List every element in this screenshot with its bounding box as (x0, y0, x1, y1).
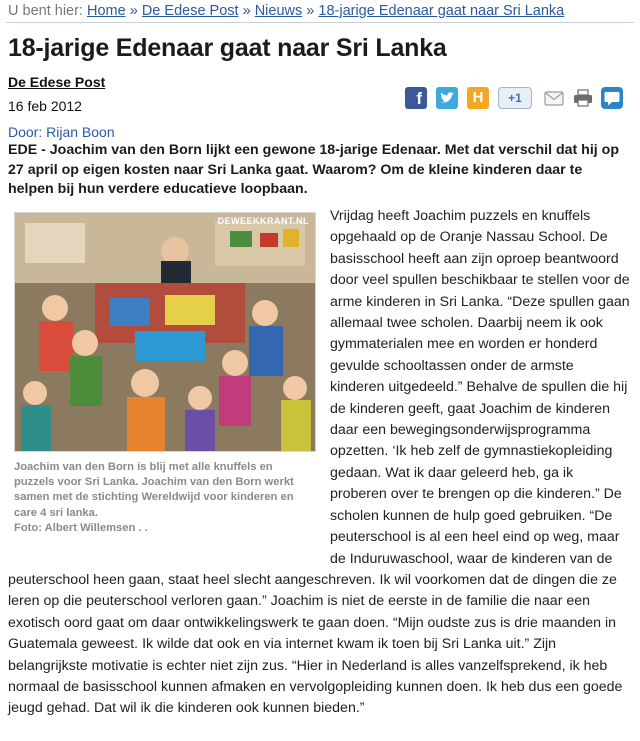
breadcrumb-separator: » (306, 3, 315, 19)
photo-watermark: DEWEEKKRANT.NL (217, 216, 309, 226)
comment-icon[interactable] (601, 87, 623, 109)
article-body-text: Vrijdag heeft Joachim puzzels en knuffels opgehaald op de Oranje Nassau School. De basisschool heeft aan zijn oproep beantwoord door veel spullen beschikbaar te stellen voor de arme kinderen in Sri Lanka. “Deze spullen gaan allemaal twee scholen. Daarbij neem ik ook gymmaterialen mee en worden er honderd gevulde schooltassen onder de armste kinderen uitgedeeld.” Behalve de spullen die hij de kinderen geeft, gaat Joachim de kinderen daar een bewegingsonderwijsprogramma opzetten. ‘Ik heb zelf de gymnastiekopleiding gedaan. Wat ik daar geleerd heb, ga ik proberen over te brengen op die kinderen.” De scholen kunnen de hulp goed gebruiken. “De peuterschool is al een heel eind op weg, maar de Induruwaschool, waar de kinderen van de peuterschool heen gaan, staat heel slecht aangeschreven. Ik wil voorkomen dat de dingen die ze leren op die peuterschool verloren gaan.” Joachim is niet de eerste in de familie die naar een exotisch oord gaat om daar ontwikkelingswerk te gaan doen. “Mijn oudste zus is drie maanden in Guatemala geweest. Ik wilde dat ook en via internet kwam ik toen bij Sri Lanka uit.” Zijn belangrijkste motivatie is echter niet zijn zus. “Hier in Nederland is alles vanzelfsprekend, ik heb normaal de basisschool kunnen afmaken en vervolgopleiding kunnen doen. Ik heb dus een goede jeugd gehad. Dat wil ik die kinderen ook kunnen bieden.” (8, 208, 630, 717)
speech-bubble-glyph (601, 87, 623, 109)
article-title: 18-jarige Edenaar gaat naar Sri Lanka (8, 34, 447, 62)
twitter-icon[interactable] (436, 87, 458, 109)
article-author: Door: Rijan Boon (8, 124, 115, 140)
printer-glyph (572, 87, 594, 109)
article-body (8, 206, 630, 720)
facebook-icon[interactable]: f (405, 87, 427, 109)
photo-caption: Joachim van den Born is blij met alle knuffels en puzzels voor Sri Lanka. Joachim van den Born werkt samen met de stichting Wereldwijd voor kinderen en care 4 sri lanka. Foto: Albert Willemsen . . (14, 461, 294, 534)
breadcrumb-link-article[interactable]: 18-jarige Edenaar gaat naar Sri Lanka (318, 3, 565, 19)
google-plus-one-icon[interactable]: +1 (498, 87, 532, 109)
hyves-icon[interactable]: H (467, 87, 489, 109)
email-envelope-glyph (543, 87, 565, 109)
article-source-link[interactable]: De Edese Post (8, 74, 106, 90)
breadcrumb-link-edese-post[interactable]: De Edese Post (141, 3, 239, 19)
breadcrumb-link-nieuws[interactable]: Nieuws (254, 3, 303, 19)
breadcrumb-separator: » (242, 3, 251, 19)
article-lead: EDE - Joachim van den Born lijkt een gewone 18-jarige Edenaar. Met dat verschil dat hij op 27 april op eigen kosten naar Sri Lanka gaat. Waarom? Om de kleine kinderen daar te helpen bij hun verdere educatieve loopbaan. (8, 142, 620, 198)
email-icon[interactable] (543, 87, 565, 109)
article-date: 16 feb 2012 (8, 98, 82, 114)
breadcrumb-link-home[interactable]: Home (87, 3, 126, 19)
breadcrumb-prefix: U bent hier: (8, 3, 83, 19)
print-icon[interactable] (572, 87, 594, 109)
twitter-bird-glyph (436, 87, 458, 109)
breadcrumb (8, 2, 632, 20)
photo-float-spacer (8, 206, 330, 561)
breadcrumb-separator: » (129, 3, 138, 19)
breadcrumb-divider (6, 22, 634, 23)
